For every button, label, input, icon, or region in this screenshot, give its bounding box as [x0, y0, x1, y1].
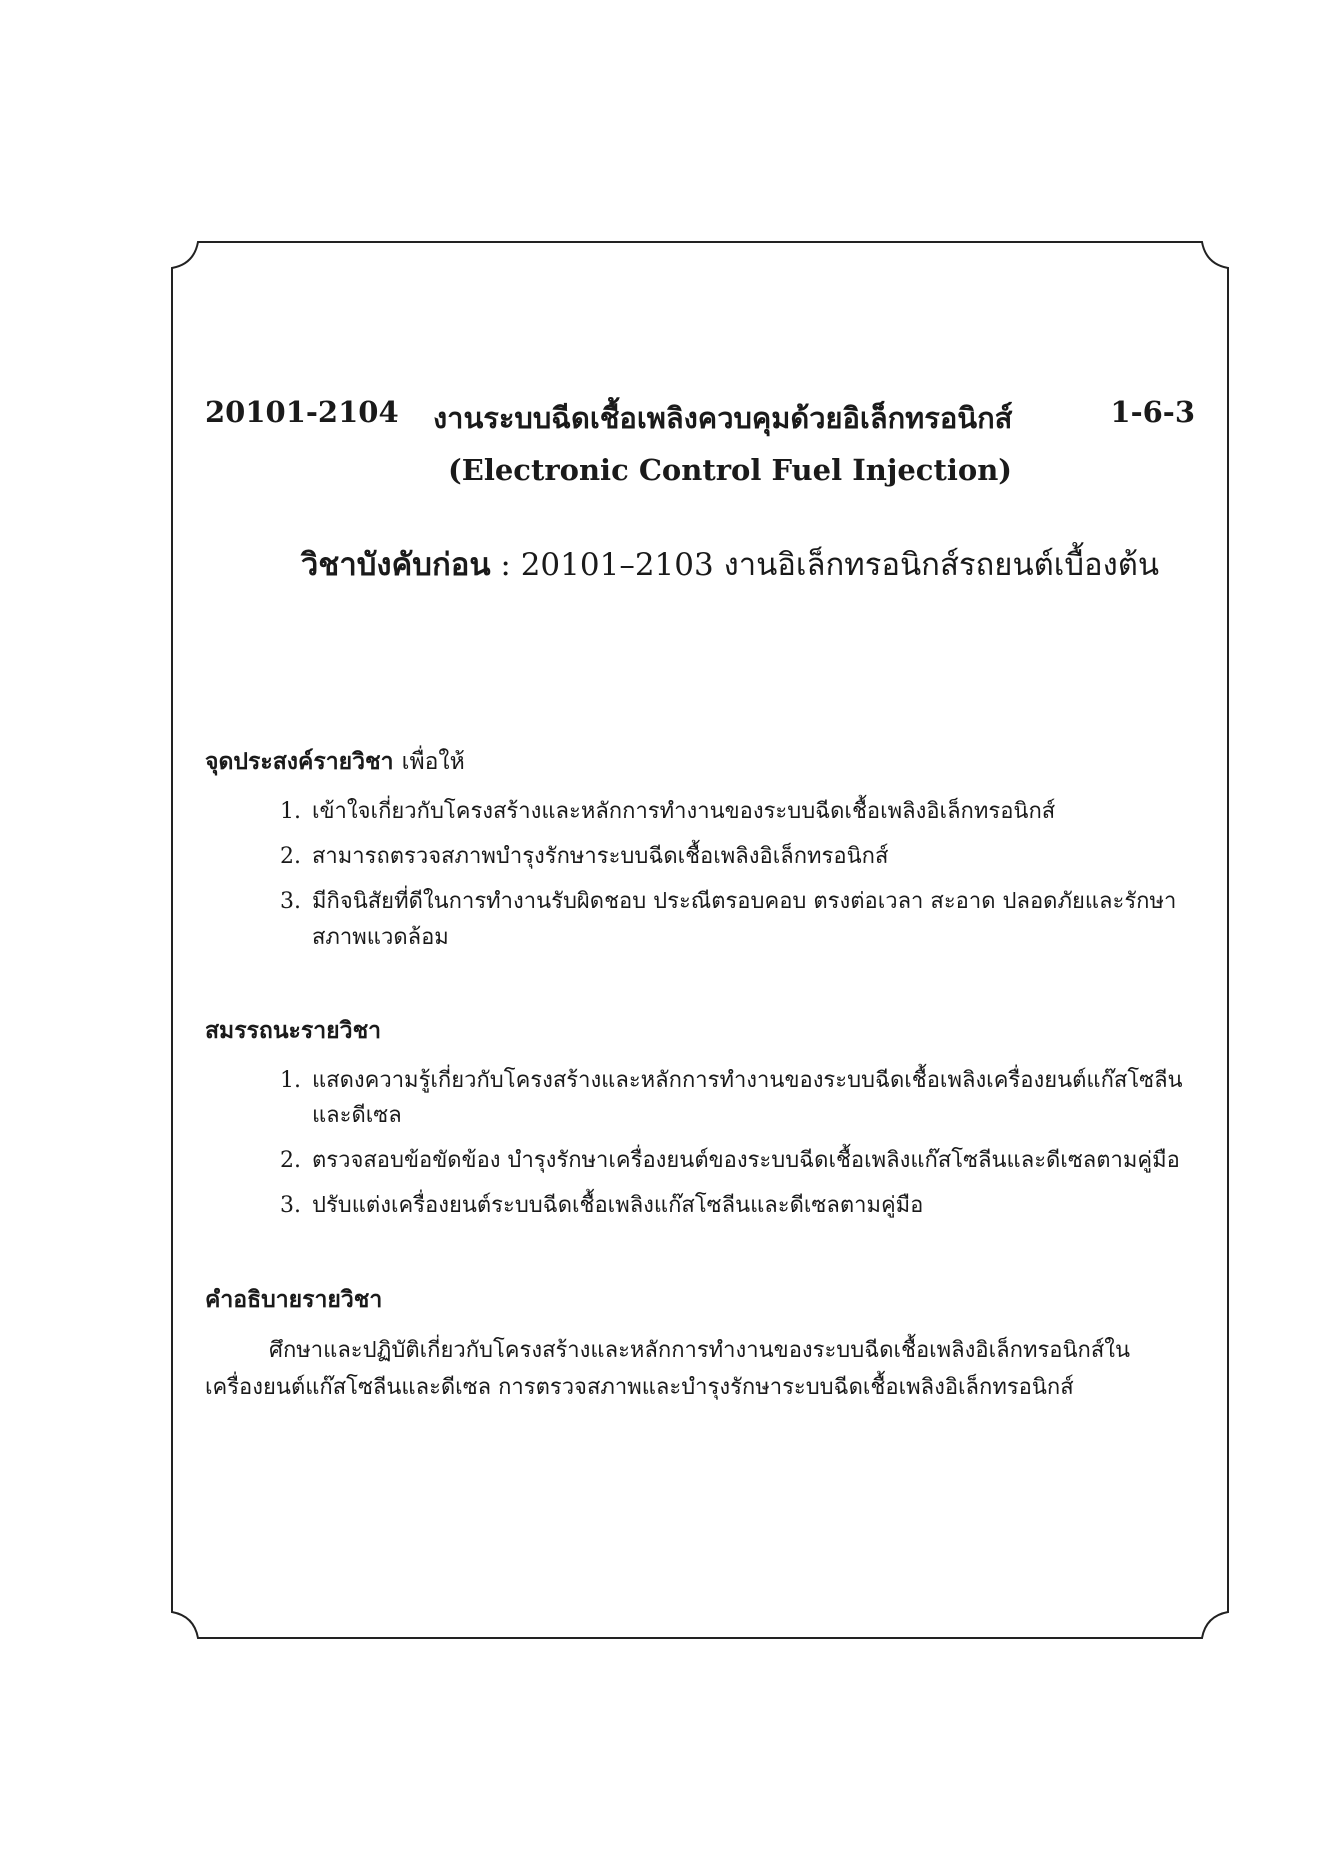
description-heading: คำอธิบายรายวิชา — [205, 1285, 383, 1313]
objectives-heading-suffix: เพื่อให้ — [401, 749, 465, 775]
item-text: สามารถตรวจสภาพบำรุงรักษาระบบฉีดเชื้อเพลิงอิเล็กทรอนิกส์ — [312, 844, 889, 870]
competencies-heading: สมรรถนะรายวิชา — [205, 1016, 382, 1044]
course-title-th: งานระบบฉีดเชื้อเพลิงควบคุมด้วยอิเล็กทรอนิกส์ — [433, 401, 1013, 435]
objectives-list — [205, 794, 1195, 955]
item-text: ปรับแต่งเครื่องยนต์ระบบฉีดเชื้อเพลิงแก๊สโซลีนและดีเซลตามคู่มือ — [312, 1193, 924, 1219]
item-number: 1. — [280, 799, 301, 824]
list-item — [280, 1063, 1195, 1133]
list-item — [280, 1143, 1195, 1178]
item-text: เข้าใจเกี่ยวกับโครงสร้างและหลักการทำงานของระบบฉีดเชื้อเพลิงอิเล็กทรอนิกส์ — [312, 799, 1056, 824]
description-text: ศึกษาและปฏิบัติเกี่ยวกับโครงสร้างและหลักการทำงานของระบบฉีดเชื้อเพลิงอิเล็กทรอนิกส์ในเครื่องยนต์แก๊สโซลีนและดีเซล การตรวจสภาพและบำรุงรักษาระบบฉีดเชื้อเพลิงอิเล็กทรอนิกส์ — [205, 1337, 1131, 1400]
list-item — [280, 1188, 1195, 1223]
item-number: 2. — [280, 844, 301, 870]
course-header — [205, 395, 1195, 455]
prerequisite-label: วิชาบังคับก่อน — [300, 547, 491, 583]
course-content — [205, 395, 1195, 1406]
item-number: 1. — [280, 1067, 301, 1093]
course-code: 20101-2104 — [205, 395, 399, 429]
prerequisite-line — [205, 539, 1195, 589]
objectives-heading-text: จุดประสงค์รายวิชา — [205, 748, 394, 775]
item-text: ตรวจสอบข้อขัดข้อง บำรุงรักษาเครื่องยนต์ของระบบฉีดเชื้อเพลิงแก๊สโซลีนและดีเซลตามคู่มือ — [312, 1148, 1180, 1174]
list-item — [280, 839, 1195, 874]
item-number: 2. — [280, 1148, 301, 1174]
item-text: มีกิจนิสัยที่ดีในการทำงานรับผิดชอบ ประณีตรอบคอบ ตรงต่อเวลา สะอาด ปลอดภัยและรักษาสภาพแวดล้อม — [312, 889, 1177, 950]
item-number: 3. — [280, 1193, 301, 1219]
list-item — [280, 884, 1195, 954]
item-number: 3. — [280, 889, 301, 915]
prerequisite-value: 20101–2103 งานอิเล็กทรอนิกส์รถยนต์เบื้องต้น — [520, 547, 1160, 583]
list-item — [280, 794, 1195, 829]
competencies-list — [205, 1063, 1195, 1224]
course-title-en: (Electronic Control Fuel Injection) — [448, 453, 1012, 487]
item-text: แสดงความรู้เกี่ยวกับโครงสร้างและหลักการทำงานของระบบฉีดเชื้อเพลิงเครื่องยนต์แก๊สโซลีนและดีเซล — [312, 1067, 1183, 1128]
prerequisite-separator: : — [490, 547, 521, 583]
course-credits: 1-6-3 — [1110, 395, 1195, 429]
objectives-heading — [205, 744, 1195, 780]
